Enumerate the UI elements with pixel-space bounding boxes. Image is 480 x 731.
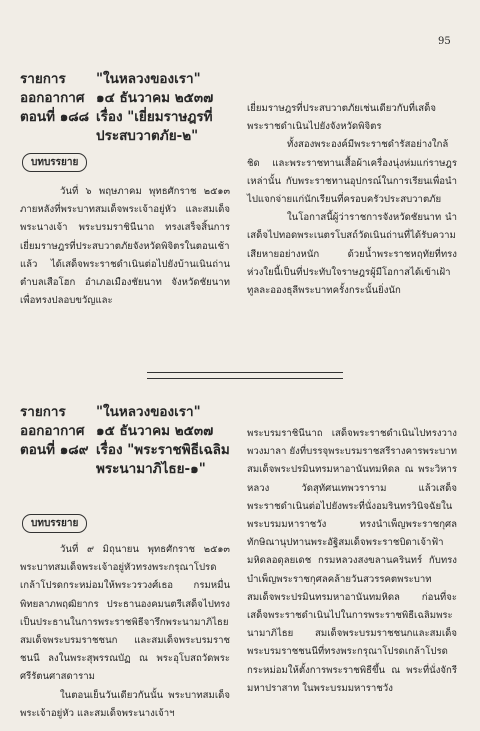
episode-labels [20,403,92,460]
label-program: รายการ [20,404,66,420]
right-column-text [247,425,457,698]
narration-badge: บทบรรยาย [22,514,87,533]
program-name: "ในหลวงของเรา" [96,404,201,420]
page-number: 95 [438,36,451,47]
right-column-text [247,100,457,300]
paragraph: ทั้งสองพระองค์มีพระราชดำรัสอย่างใกล้ชิด และพระราชทานเสื้อผ้าเครื่องนุ่งห่มแก่ราษฎรเหล่านั้น กับพระราชทานอุปกรณ์ในการเรียนเพื่อนำไปแจกจ่ายแก่นักเรียนที่ครอบครัวประสบวาตภัย [247,139,457,206]
air-date: ๑๔ ธันวาคม ๒๕๓๗ [96,90,214,106]
air-date: ๑๕ ธันวาคม ๒๕๓๗ [96,423,214,439]
subject-line: เรื่อง "พระราชพิธีเฉลิม [96,442,230,458]
episode-details [96,70,246,146]
subject-line-2: พระนามาภิไธย-๑" [96,461,206,477]
paragraph: ในตอนเย็นวันเดียวกันนั้น พระบาทสมเด็จพระเจ้าอยู่หัว และสมเด็จพระนางเจ้าฯ [20,689,230,719]
paragraph: วันที่ ๖ พฤษภาคม พุทธศักราช ๒๕๑๓ ภายหลังที่พระบาทสมเด็จพระเจ้าอยู่หัว และสมเด็จพระนางเจ้า พระบรมราชินีนาถ ทรงเสร็จสิ้นการเยี่ยมราษฎรที่ประสบวาตภัยจังหวัดพิจิตรในตอนเช้าแล้ว ได้เสด็จพระราชดำเนินต่อไปยังบ้านเนินถ่าน ตำบลเสือโฮก อำเภอเมืองชัยนาท จังหวัดชัยนาท เพื่อทรงปลอบขวัญและ [20,186,230,307]
left-column-text [20,541,230,723]
subject-line-2: ประสบวาตภัย-๒" [96,128,199,144]
section-divider [147,372,343,379]
label-episode: ตอนที่ ๑๘๙ [20,442,89,458]
paragraph: ในโอกาสนี้ผู้ว่าราชการจังหวัดชัยนาท นำเสด็จไปทอดพระเนตรโบสถ์วัดเนินถ่านที่ได้รับความเสียหายอย่างหนัก ด้วยน้ำพระราชหฤทัยที่ทรงห่วงใยนี้เป็นที่ประทับใจราษฎรผู้มีโอกาสได้เข้าเฝ้าทูลละอองธุลีพระบาทครั้งกระนั้นยิ่งนัก [247,212,457,297]
label-program: รายการ [20,71,66,87]
paragraph: เยี่ยมราษฎรที่ประสบวาตภัยเช่นเดียวกับที่เสด็จพระราชดำเนินไปยังจังหวัดพิจิตร [247,103,436,133]
left-column-text [20,183,230,310]
paragraph: วันที่ ๙ มิถุนายน พุทธศักราช ๒๕๑๓ พระบาทสมเด็จพระเจ้าอยู่หัวทรงพระกรุณาโปรดเกล้าโปรดกระหม่อมให้พระวรวงศ์เธอ กรมหมื่นพิทยลาภพฤฒิยากร ประธานองคมนตรีเสด็จไปทรงเป็นประธานในการพระราชพิธีจารึกพระนามาภิไธยสมเด็จพระบรมราชชนก และสมเด็จพระบรมราชชนนี ลงในพระสุพรรณบัฏ ณ พระอุโบสถวัดพระศรีรัตนศาสดาราม [20,544,230,683]
narration-badge: บทบรรยาย [22,153,87,172]
label-airing: ออกอากาศ [20,423,85,439]
label-airing: ออกอากาศ [20,90,85,106]
episode-details [96,403,246,479]
episode-labels [20,70,92,127]
label-episode: ตอนที่ ๑๘๘ [20,109,90,125]
program-name: "ในหลวงของเรา" [96,71,201,87]
paragraph: พระบรมราชินีนาถ เสด็จพระราชดำเนินไปทรงวางพวงมาลา ยังที่บรรจุพระบรมราชสรีรางคารพระบาทสมเด็จพระปรมินทรมหาอานันทมหิดล ณ พระวิหารหลวง วัดสุทัศนเทพวราราม แล้วเสด็จพระราชดำเนินต่อไปยังพระที่นั่งอมรินทรวินิจฉัยในพระบรมมหาราชวัง ทรงนำเพ็ญพระราชกุศลทักษิณานุปทานพระอัฐิสมเด็จพระราชบิดาเจ้าฟ้ามหิดลอดุลยเดช กรมหลวงสงขลานครินทร์ กับทรงบำเพ็ญพระราชกุศลคล้ายวันสวรรคตพระบาทสมเด็จพระปรมินทรมหาอานันทมหิดล ก่อนที่จะเสด็จพระราชดำเนินไปในการพระราชพิธีเฉลิมพระนามาภิไธย สมเด็จพระบรมราชชนกและสมเด็จพระบรมราชชนนีที่ทรงพระกรุณาโปรดเกล้าโปรดกระหม่อมให้ตั้งการพระราชพิธีขึ้น ณ พระที่นั่งจักรีมหาปราสาท ในพระบรมมหาราชวัง [247,428,457,694]
subject-line: เรื่อง "เยี่ยมราษฎรที่ [96,109,213,125]
